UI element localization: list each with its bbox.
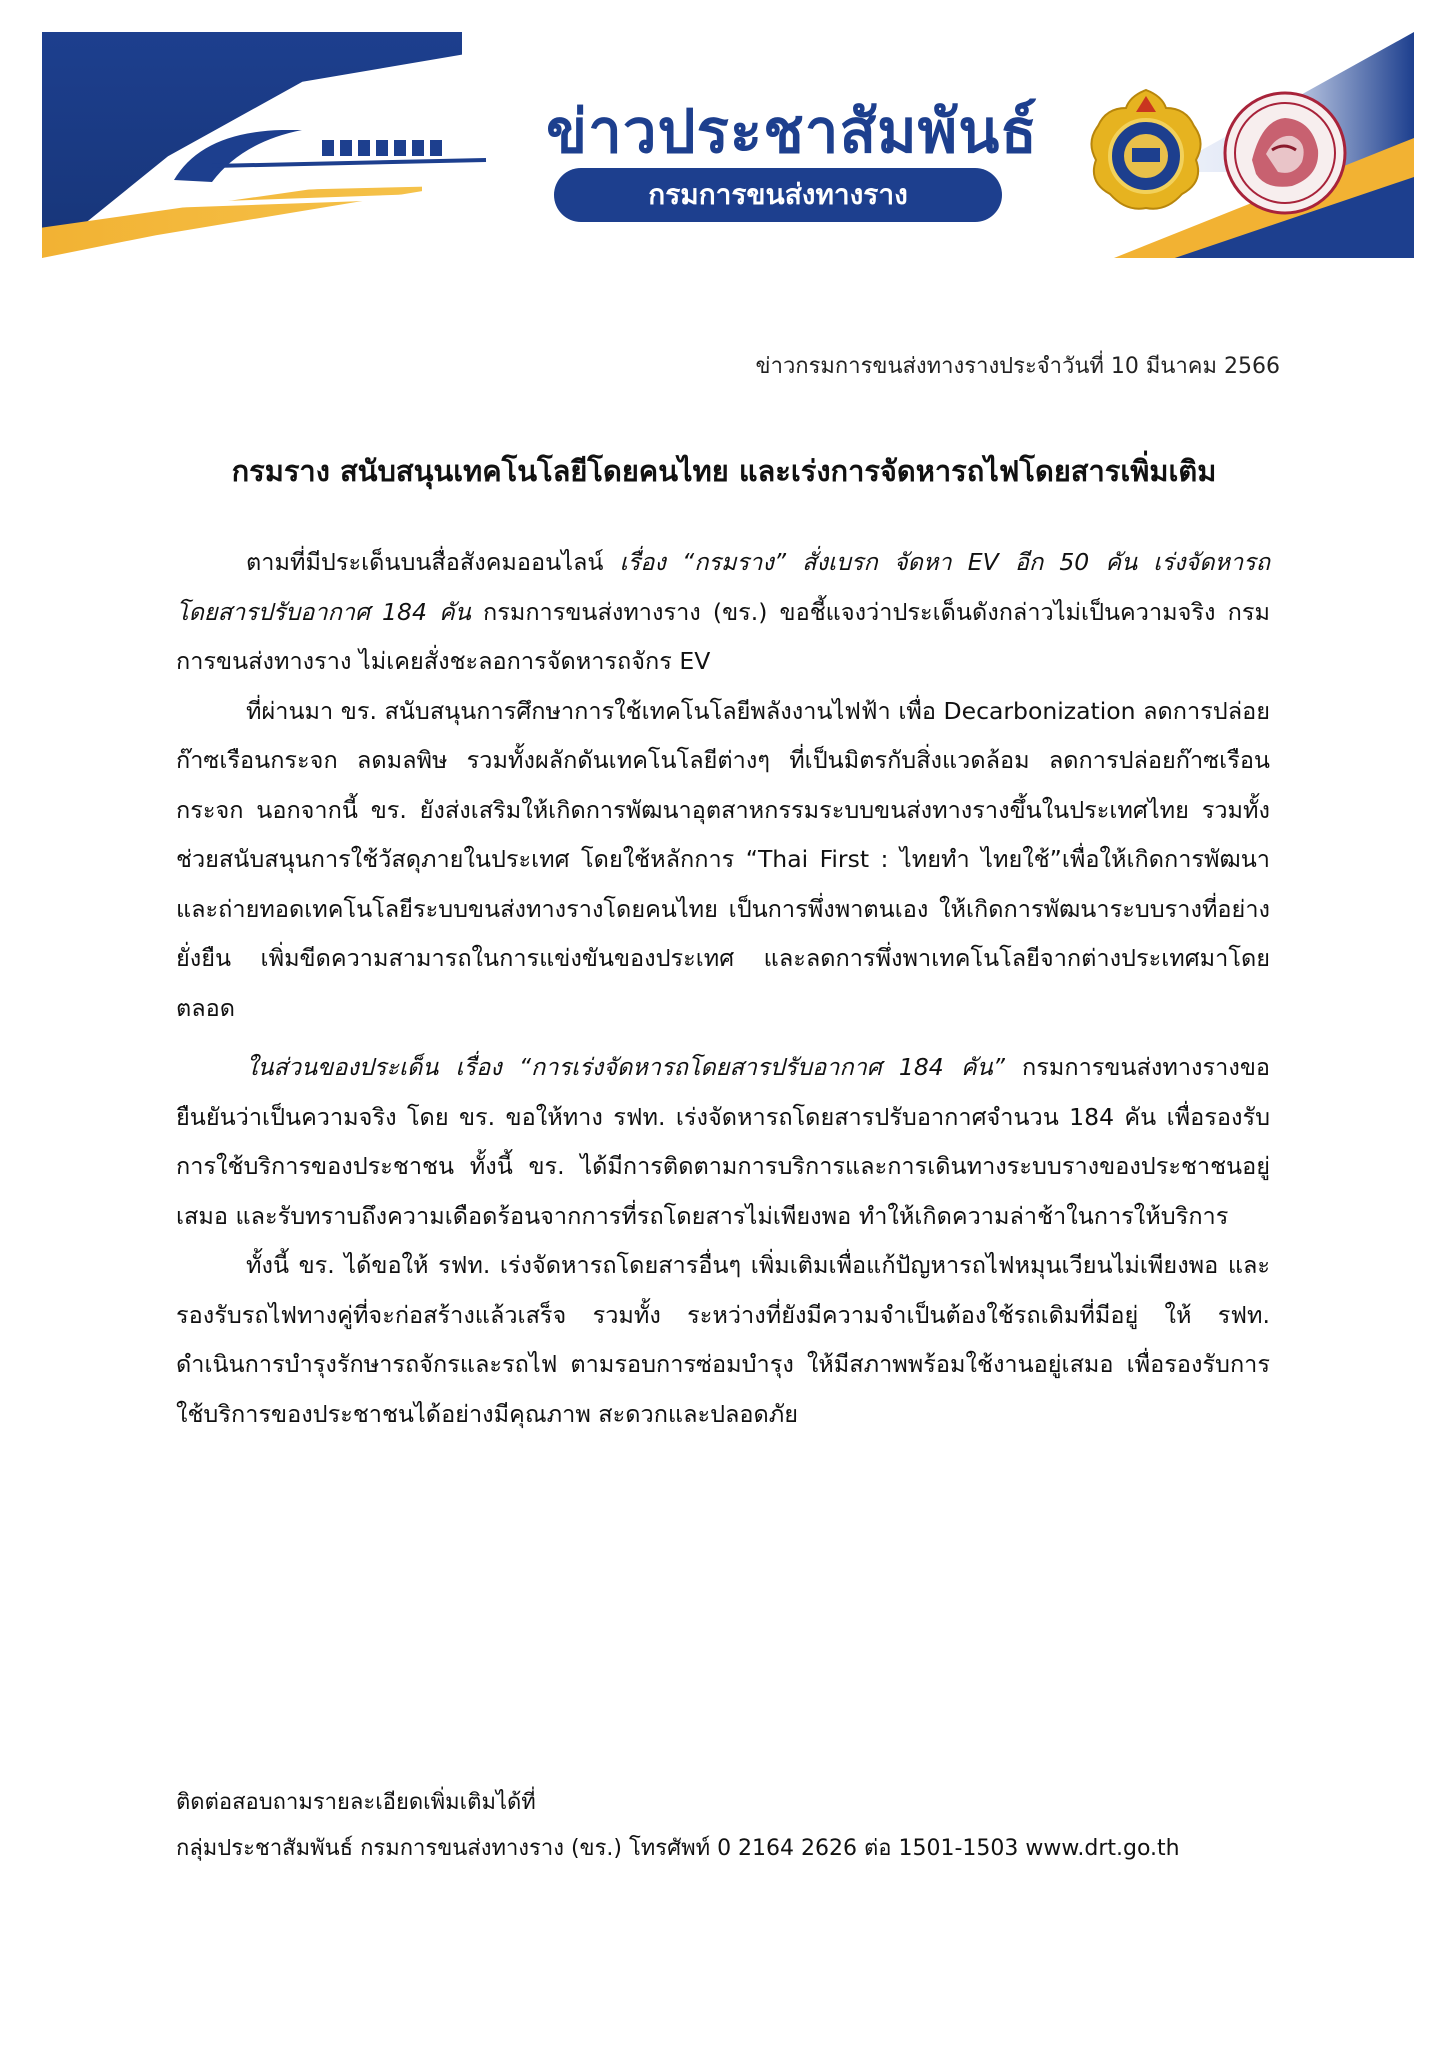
paragraph-3-italic: ในส่วนของประเด็น เรื่อง “การเร่งจัดหารถโดยสารปรับอากาศ 184 คัน”	[246, 1053, 1005, 1081]
paragraph-1-rest: กรมการขนส่งทางราง (ขร.) ขอชี้แจงว่าประเด็นดังกล่าวไม่เป็นความจริง กรมการขนส่งทางราง ไม่เคยสั่งชะลอการจัดหารถจักร EV	[176, 597, 1271, 675]
paragraph-1	[176, 538, 1270, 687]
train-icon	[152, 102, 492, 212]
contact-block	[176, 1780, 1180, 1872]
dateline: ข่าวกรมการขนส่งทางรางประจำวันที่ 10 มีนาคม 2566	[755, 354, 1280, 379]
department-seal-icon	[1082, 86, 1210, 214]
paragraph-3	[176, 1043, 1270, 1241]
page-title: กรมราง สนับสนุนเทคโนโลยีโดยคนไทย และเร่งการจัดหารถไฟโดยสารเพิ่มเติม	[231, 454, 1217, 488]
paragraph-1-lead: ตามที่มีประเด็นบนสื่อสังคมออนไลน์	[246, 548, 620, 576]
press-release-banner	[42, 32, 1414, 258]
paragraph-1-italic: เรื่อง “กรมราง” สั่งเบรก จัดหา EV อีก 50 คัน เร่งจัดหารถโดยสารปรับอากาศ 184 คัน	[176, 548, 1270, 626]
banner-title: ข่าวประชาสัมพันธ์	[546, 97, 1038, 167]
contact-line-2: กลุ่มประชาสัมพันธ์ กรมการขนส่งทางราง (ขร.) โทรศัพท์ 0 2164 2626 ต่อ 1501-1503 www.drt.go.th	[176, 1836, 1180, 1861]
contact-line-1: ติดต่อสอบถามรายละเอียดเพิ่มเติมได้ที่	[176, 1790, 536, 1815]
paragraph-4: ทั้งนี้ ขร. ได้ขอให้ รฟท. เร่งจัดหารถโดยสารอื่นๆ เพิ่มเติมเพื่อแก้ปัญหารถไฟหมุนเวียนไม่เพียงพอ และรองรับรถไฟทางคู่ที่จะก่อสร้างแล้วเสร็จ รวมทั้ง ระหว่างที่ยังมีความจำเป็นต้องใช้รถเดิมที่มีอยู่ ให้ รฟท. ดำเนินการบำรุงรักษารถจักรและรถไฟ ตามรอบการซ่อมบำรุง ให้มีสภาพพร้อมใช้งานอยู่เสมอ เพื่อรองรับการใช้บริการของประชาชนได้อย่างมีคุณภาพ สะดวกและปลอดภัย	[176, 1251, 1270, 1428]
ministry-seal-icon	[1222, 90, 1348, 216]
banner-department-pill: กรมการขนส่งทางราง	[554, 168, 1002, 222]
paragraph-3-rest: กรมการขนส่งทางรางขอยืนยันว่าเป็นความจริง โดย ขร. ขอให้ทาง รฟท. เร่งจัดหารถโดยสารปรับอากาศจำนวน 184 คัน เพื่อรองรับการใช้บริการของประชาชน ทั้งนี้ ขร. ได้มีการติดตามการบริการและการเดินทางระบบรางของประชาชนอยู่เสมอ และรับทราบถึงความเดือดร้อนจากการที่รถโดยสารไม่เพียงพอ ทำให้เกิดความล่าช้าในการให้บริการ	[176, 1053, 1271, 1230]
paragraph-2: ที่ผ่านมา ขร. สนับสนุนการศึกษาการใช้เทคโนโลยีพลังงานไฟฟ้า เพื่อ Decarbonization ลดการปล่อยก๊าซเรือนกระจก ลดมลพิษ รวมทั้งผลักดันเทคโนโลยีต่างๆ ที่เป็นมิตรกับสิ่งแวดล้อม ลดการปล่อยก๊าซเรือนกระจก นอกจากนี้ ขร. ยังส่งเสริมให้เกิดการพัฒนาอุตสาหกรรมระบบขนส่งทางรางขึ้นในประเทศไทย รวมทั้งช่วยสนับสนุนการใช้วัสดุภายในประเทศ โดยใช้หลักการ “Thai First : ไทยทำ ไทยใช้”เพื่อให้เกิดการพัฒนาและถ่ายทอดเทคโนโลยีระบบขนส่งทางรางโดยคนไทย เป็นการพึ่งพาตนเอง ให้เกิดการพัฒนาระบบรางที่อย่างยั่งยืน เพิ่มขีดความสามารถในการแข่งขันของประเทศ และลดการพึ่งพาเทคโนโลยีจากต่างประเทศมาโดยตลอด	[176, 696, 1270, 1022]
article-body	[176, 538, 1270, 1439]
